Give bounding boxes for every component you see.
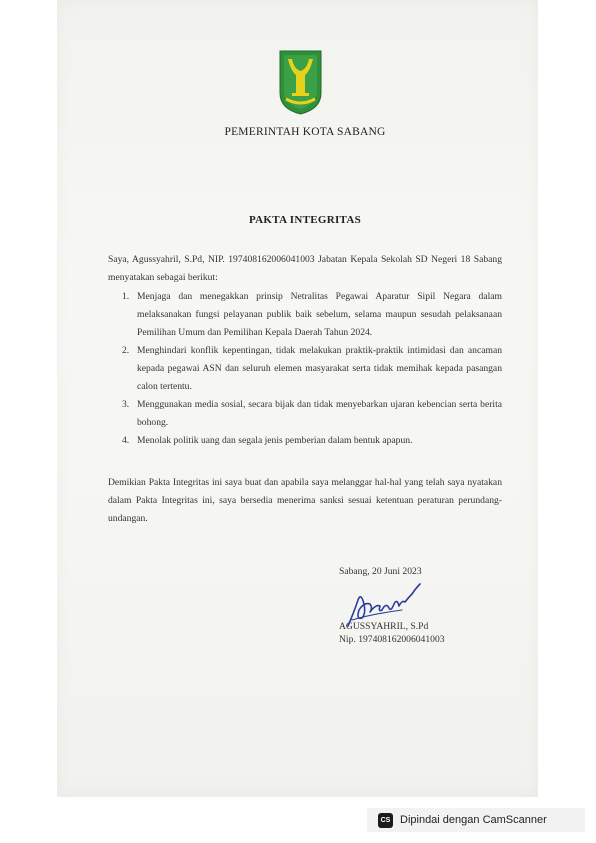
list-item: [108, 288, 502, 342]
list-item-number: 4.: [122, 435, 130, 446]
signer-nip: Nip. 197408162006041003: [339, 634, 445, 645]
intro-paragraph: Saya, Agussyahril, S.Pd, NIP. 197408162006041003 Jabatan Kepala Sekolah SD Negeri 18 Sabang menyatakan sebagai berikut:: [108, 254, 502, 283]
closing-paragraph: Demikian Pakta Integritas ini saya buat dan apabila saya melanggar hal-hal yang telah saya nyatakan dalam Pakta Integritas ini, saya bersedia menerima sanksi sesuai ketentuan peraturan perundang-undangan.: [108, 477, 502, 524]
statement-list: [108, 288, 502, 450]
list-item: [108, 396, 502, 432]
signer-name: AGUSSYAHRIL, S.Pd: [339, 621, 429, 632]
list-item-number: 1.: [122, 291, 130, 302]
list-item-number: 3.: [122, 399, 130, 410]
list-item: [108, 342, 502, 396]
list-item-text: Menggunakan media sosial, secara bijak dan tidak menyebarkan ujaran kebencian serta berita bohong.: [137, 399, 502, 428]
government-title: PEMERINTAH KOTA SABANG: [224, 126, 386, 138]
list-item-text: Menjaga dan menegakkan prinsip Netralitas Pegawai Aparatur Sipil Negara dalam melaksanakan fungsi pelayanan publik baik sebelum, selama maupun sesudah pelaksanaan Pemilihan Umum dan Pemilihan Kepala Daerah Tahun 2024.: [137, 291, 502, 338]
list-item-text: Menolak politik uang dan segala jenis pemberian dalam bentuk apapun.: [137, 435, 413, 446]
camscanner-watermark: [367, 808, 585, 832]
camscanner-logo-icon: CS: [378, 813, 393, 828]
list-item-number: 2.: [122, 345, 130, 356]
camscanner-text: Dipindai dengan CamScanner: [400, 814, 547, 826]
list-item-text: Menghindari konflik kepentingan, tidak melakukan praktik-praktik intimidasi dan ancaman kepada pegawai ASN dan seluruh elemen masyarakat serta tidak memihak kepada pasangan calon tertentu.: [137, 345, 502, 392]
document-title: PAKTA INTEGRITAS: [248, 214, 362, 226]
place-date: Sabang, 20 Juni 2023: [339, 566, 422, 577]
sabang-city-emblem-icon: [278, 49, 323, 115]
list-item: [108, 432, 502, 450]
